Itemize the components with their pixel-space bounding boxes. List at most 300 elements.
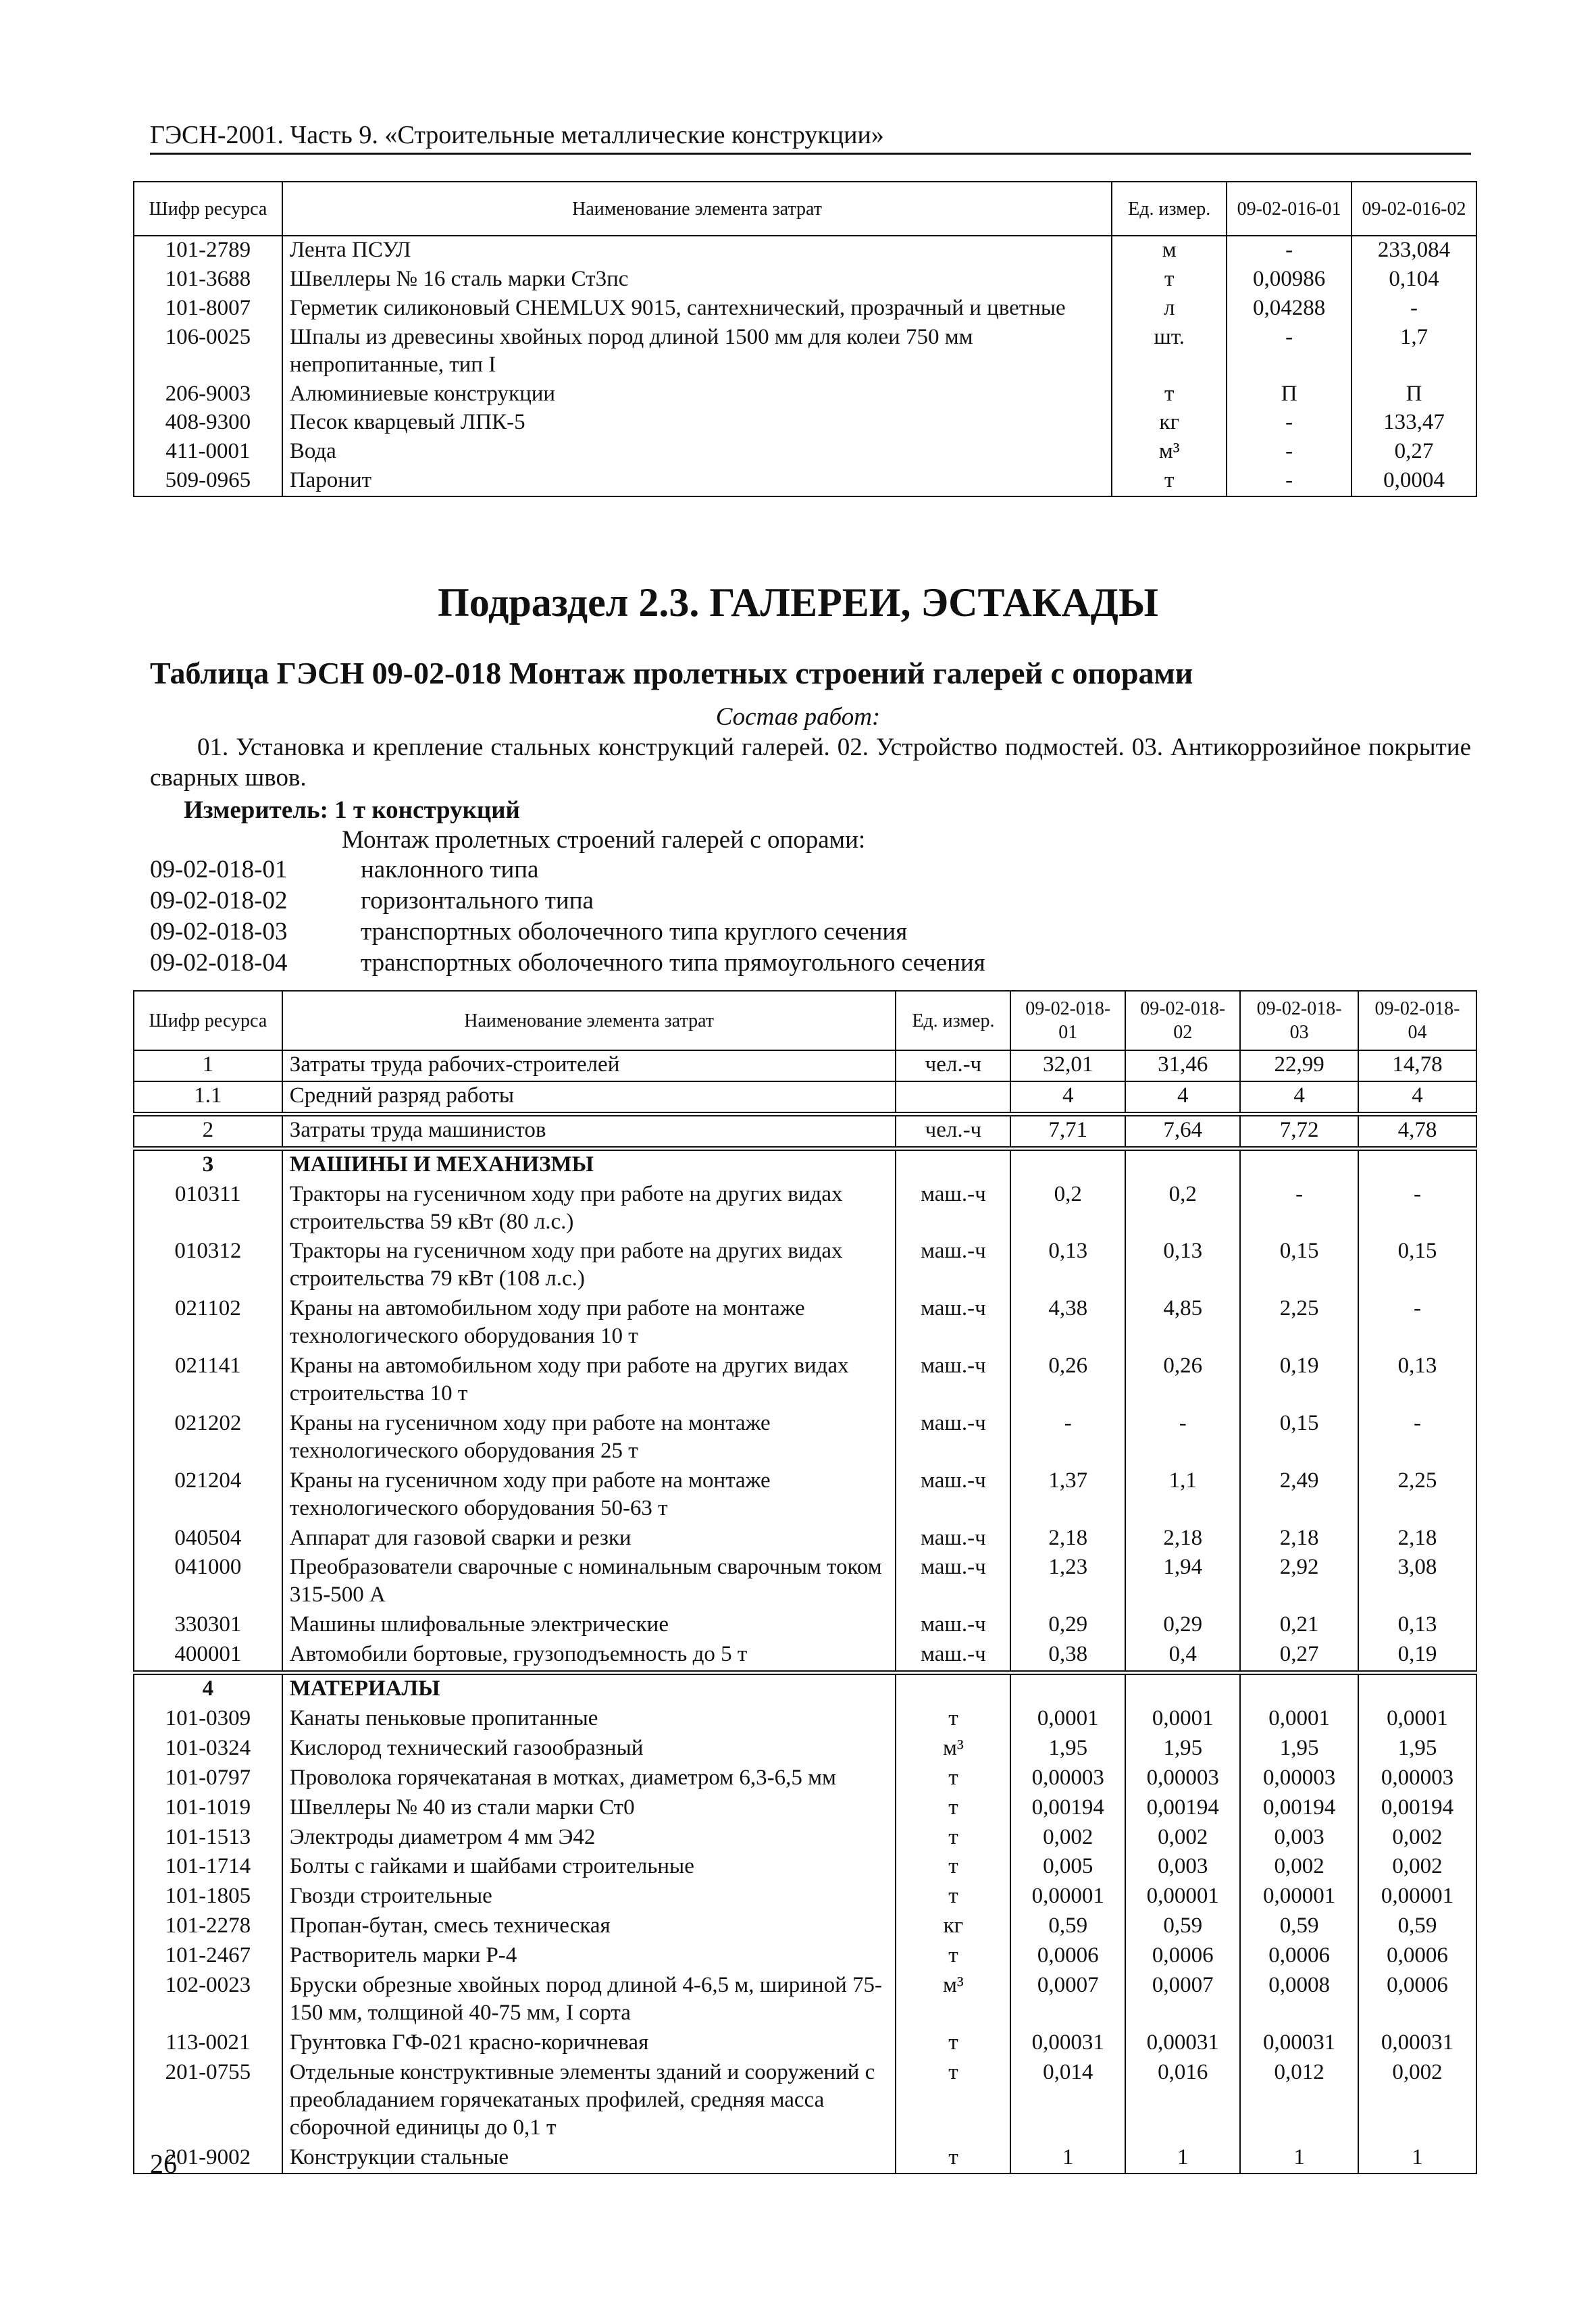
cell-value: 0,0006 bbox=[1358, 1972, 1476, 2029]
cell-name: Грунтовка ГФ-021 красно-коричневая bbox=[282, 2029, 896, 2059]
cell-value: 0,29 bbox=[1010, 1611, 1125, 1641]
cell-value: 0,00001 bbox=[1240, 1882, 1358, 1912]
cell-code: 411-0001 bbox=[134, 438, 282, 467]
resource-table-09-02-016 bbox=[133, 181, 1477, 497]
cell-value: 0,59 bbox=[1125, 1912, 1240, 1942]
cell-code: 201-0755 bbox=[134, 2059, 282, 2144]
table-row bbox=[134, 2144, 1476, 2174]
variants-intro: Монтаж пролетных строений галерей с опорами: bbox=[342, 826, 866, 854]
table-row bbox=[134, 1352, 1476, 1410]
cell-value: 0,15 bbox=[1358, 1237, 1476, 1295]
cell-unit: л bbox=[1112, 294, 1227, 324]
cell-value: 14,78 bbox=[1358, 1050, 1476, 1081]
cell-unit: т bbox=[896, 2029, 1010, 2059]
cell-value: 4 bbox=[1358, 1081, 1476, 1114]
table-row bbox=[134, 1410, 1476, 1467]
cell-value: 0,003 bbox=[1240, 1824, 1358, 1853]
cell-value: 2,25 bbox=[1358, 1467, 1476, 1524]
cell-value: 0,0006 bbox=[1010, 1942, 1125, 1972]
cell-name: Преобразователи сварочные с номинальным сварочным током 315-500 А bbox=[282, 1553, 896, 1611]
table-row bbox=[134, 1148, 1476, 1180]
cell-value: 0,0001 bbox=[1240, 1705, 1358, 1734]
cell-unit: м³ bbox=[896, 1972, 1010, 2029]
cell-value: 2,18 bbox=[1240, 1524, 1358, 1554]
cell-name: Швеллеры № 16 сталь марки Ст3пс bbox=[282, 265, 1112, 294]
table-row bbox=[134, 2029, 1476, 2059]
table-row bbox=[134, 1641, 1476, 1672]
cell-value: 0,00031 bbox=[1125, 2029, 1240, 2059]
cell-value: - bbox=[1358, 1410, 1476, 1467]
cell-value: 22,99 bbox=[1240, 1050, 1358, 1081]
cell-value: 0,00001 bbox=[1358, 1882, 1476, 1912]
cell-code: 041000 bbox=[134, 1553, 282, 1611]
cell-name: Болты с гайками и шайбами строительные bbox=[282, 1853, 896, 1882]
variant-code: 09-02-018-03 bbox=[150, 918, 288, 946]
cell-unit: т bbox=[896, 2144, 1010, 2174]
variant-code: 09-02-018-04 bbox=[150, 949, 288, 977]
cell-value: 0,00194 bbox=[1010, 1794, 1125, 1824]
table-row bbox=[134, 1237, 1476, 1295]
cell-unit: маш.-ч bbox=[896, 1237, 1010, 1295]
cell-value: 0,26 bbox=[1010, 1352, 1125, 1410]
cell-value: 2,18 bbox=[1358, 1524, 1476, 1554]
cell-code: 021202 bbox=[134, 1410, 282, 1467]
cell-unit: т bbox=[896, 1942, 1010, 1972]
cell-name: Автомобили бортовые, грузоподъемность до 5 т bbox=[282, 1641, 896, 1672]
cell-unit: т bbox=[1112, 265, 1227, 294]
cell-unit: т bbox=[1112, 380, 1227, 409]
cell-code: 201-9002 bbox=[134, 2144, 282, 2174]
cell-value: 0,00003 bbox=[1240, 1764, 1358, 1794]
cell-value: 2,18 bbox=[1125, 1524, 1240, 1554]
cell-name: Краны на гусеничном ходу при работе на монтаже технологического оборудования 25 т bbox=[282, 1410, 896, 1467]
header-unit: Ед. измер. bbox=[896, 991, 1010, 1050]
cell-unit: м bbox=[1112, 236, 1227, 265]
cell-value: 0,26 bbox=[1125, 1352, 1240, 1410]
cell-code: 101-0309 bbox=[134, 1705, 282, 1734]
cell-value bbox=[1125, 1673, 1240, 1705]
cell-value: 1,94 bbox=[1125, 1553, 1240, 1611]
cell-value: 1,95 bbox=[1240, 1734, 1358, 1764]
header-name: Наименование элемента затрат bbox=[282, 991, 896, 1050]
cell-code: 400001 bbox=[134, 1641, 282, 1672]
table-title: Таблица ГЭСН 09-02-018 Монтаж пролетных строений галерей с опорами bbox=[150, 656, 1193, 690]
cell-code: 101-1019 bbox=[134, 1794, 282, 1824]
cell-unit: маш.-ч bbox=[896, 1553, 1010, 1611]
variant-text: наклонного типа bbox=[361, 856, 539, 883]
cell-unit: шт. bbox=[1112, 324, 1227, 380]
header-col4: 09-02-018-04 bbox=[1358, 991, 1476, 1050]
cell-name: Проволока горячекатаная в мотках, диаметром 6,3-6,5 мм bbox=[282, 1764, 896, 1794]
cell-unit bbox=[896, 1673, 1010, 1705]
table-row bbox=[134, 1524, 1476, 1554]
cell-code: 101-0324 bbox=[134, 1734, 282, 1764]
cell-code: 101-1805 bbox=[134, 1882, 282, 1912]
cell-code: 021102 bbox=[134, 1295, 282, 1352]
cell-name: Электроды диаметром 4 мм Э42 bbox=[282, 1824, 896, 1853]
cell-value: 1,1 bbox=[1125, 1467, 1240, 1524]
header-col1: 09-02-018-01 bbox=[1010, 991, 1125, 1050]
cell-value: 0,002 bbox=[1010, 1824, 1125, 1853]
cell-value: 0,13 bbox=[1125, 1237, 1240, 1295]
cell-value: 4,38 bbox=[1010, 1295, 1125, 1352]
table-row bbox=[134, 1764, 1476, 1794]
table-row bbox=[134, 1295, 1476, 1352]
cell-name: Аппарат для газовой сварки и резки bbox=[282, 1524, 896, 1554]
cell-name: Тракторы на гусеничном ходу при работе на других видах строительства 79 кВт (108 л.с.) bbox=[282, 1237, 896, 1295]
table-row bbox=[134, 1467, 1476, 1524]
cell-value: 0,59 bbox=[1240, 1912, 1358, 1942]
cell-code: 3 bbox=[134, 1148, 282, 1180]
cell-value: 0,00194 bbox=[1240, 1794, 1358, 1824]
table-row bbox=[134, 438, 1476, 467]
table-row bbox=[134, 1553, 1476, 1611]
cell-value: 0,0006 bbox=[1125, 1942, 1240, 1972]
cell-code: 1.1 bbox=[134, 1081, 282, 1114]
cell-value: 2,92 bbox=[1240, 1553, 1358, 1611]
cell-value bbox=[1358, 1673, 1476, 1705]
cell-value: 1,95 bbox=[1125, 1734, 1240, 1764]
cell-name: Затраты труда рабочих-строителей bbox=[282, 1050, 896, 1081]
cell-code: 101-8007 bbox=[134, 294, 282, 324]
cell-value: 0,00003 bbox=[1010, 1764, 1125, 1794]
cell-value: - bbox=[1227, 236, 1352, 265]
cell-value: 2,18 bbox=[1010, 1524, 1125, 1554]
cell-value: 2,25 bbox=[1240, 1295, 1358, 1352]
cell-value: 4 bbox=[1240, 1081, 1358, 1114]
cell-unit: т bbox=[896, 1794, 1010, 1824]
cell-value: 0,00031 bbox=[1240, 2029, 1358, 2059]
cell-unit: кг bbox=[1112, 409, 1227, 438]
cell-value: 0,19 bbox=[1240, 1352, 1358, 1410]
cell-value: 4 bbox=[1125, 1081, 1240, 1114]
table-header-row bbox=[134, 182, 1476, 236]
cell-name: Затраты труда машинистов bbox=[282, 1114, 896, 1148]
cell-value: 0,0004 bbox=[1352, 467, 1476, 496]
cell-value: - bbox=[1227, 467, 1352, 496]
cell-value: - bbox=[1352, 294, 1476, 324]
table-row bbox=[134, 1882, 1476, 1912]
cell-value: 0,13 bbox=[1010, 1237, 1125, 1295]
cell-value: 0,21 bbox=[1240, 1611, 1358, 1641]
cell-name: Гвозди строительные bbox=[282, 1882, 896, 1912]
cell-value bbox=[1010, 1673, 1125, 1705]
cell-value: 0,00001 bbox=[1010, 1882, 1125, 1912]
variant-text: транспортных оболочечного типа круглого сечения bbox=[361, 918, 908, 946]
cell-value: 0,27 bbox=[1240, 1641, 1358, 1672]
cell-value bbox=[1240, 1673, 1358, 1705]
cell-value: 7,71 bbox=[1010, 1114, 1125, 1148]
cell-code: 010312 bbox=[134, 1237, 282, 1295]
cell-name: Алюминиевые конструкции bbox=[282, 380, 1112, 409]
cell-unit: м³ bbox=[896, 1734, 1010, 1764]
variant-code: 09-02-018-01 bbox=[150, 856, 288, 883]
cell-value: 0,0008 bbox=[1240, 1972, 1358, 2029]
cell-unit: маш.-ч bbox=[896, 1611, 1010, 1641]
cell-name: Тракторы на гусеничном ходу при работе на других видах строительства 59 кВт (80 л.с.) bbox=[282, 1181, 896, 1238]
cell-name: Кислород технический газообразный bbox=[282, 1734, 896, 1764]
cell-unit: кг bbox=[896, 1912, 1010, 1942]
table-row bbox=[134, 2059, 1476, 2144]
header-name: Наименование элемента затрат bbox=[282, 182, 1112, 236]
table-row bbox=[134, 1181, 1476, 1238]
cell-code: 1 bbox=[134, 1050, 282, 1081]
variant-item bbox=[150, 917, 907, 946]
cell-value: - bbox=[1358, 1181, 1476, 1238]
cell-value: - bbox=[1227, 438, 1352, 467]
cell-code: 113-0021 bbox=[134, 2029, 282, 2059]
table-row bbox=[134, 409, 1476, 438]
cell-value: 0,104 bbox=[1352, 265, 1476, 294]
variant-text: транспортных оболочечного типа прямоугольного сечения bbox=[361, 949, 985, 977]
cell-unit: т bbox=[896, 1882, 1010, 1912]
cell-value: П bbox=[1352, 380, 1476, 409]
cell-name: Шпалы из древесины хвойных пород длиной 1500 мм для колеи 750 мм непропитанные, тип I bbox=[282, 324, 1112, 380]
cell-name: Герметик силиконовый CHEMLUX 9015, сантехнический, прозрачный и цветные bbox=[282, 294, 1112, 324]
cell-value: 0,00003 bbox=[1358, 1764, 1476, 1794]
cell-value: 0,00194 bbox=[1358, 1794, 1476, 1824]
cell-unit: маш.-ч bbox=[896, 1181, 1010, 1238]
header-col2: 09-02-018-02 bbox=[1125, 991, 1240, 1050]
cell-value: 0,002 bbox=[1125, 1824, 1240, 1853]
variant-item bbox=[150, 948, 985, 977]
table-row bbox=[134, 467, 1476, 496]
table-row bbox=[134, 1972, 1476, 2029]
cell-value: 31,46 bbox=[1125, 1050, 1240, 1081]
cell-value: 0,002 bbox=[1240, 1853, 1358, 1882]
cell-value: - bbox=[1358, 1295, 1476, 1352]
cell-name: Краны на гусеничном ходу при работе на монтаже технологического оборудования 50-63 т bbox=[282, 1467, 896, 1524]
cell-unit: маш.-ч bbox=[896, 1295, 1010, 1352]
cell-value: 0,29 bbox=[1125, 1611, 1240, 1641]
table-row bbox=[134, 1705, 1476, 1734]
cell-value: 0,13 bbox=[1358, 1352, 1476, 1410]
cell-code: 101-1714 bbox=[134, 1853, 282, 1882]
cell-name: Песок кварцевый ЛПК-5 bbox=[282, 409, 1112, 438]
cell-value: 7,64 bbox=[1125, 1114, 1240, 1148]
cell-value: 0,38 bbox=[1010, 1641, 1125, 1672]
cell-value: 3,08 bbox=[1358, 1553, 1476, 1611]
cell-code: 408-9300 bbox=[134, 409, 282, 438]
table-row bbox=[134, 236, 1476, 265]
cell-value bbox=[1240, 1148, 1358, 1180]
cell-name: Отдельные конструктивные элементы зданий и сооружений с преобладанием горячекатаных профилей, средняя масса сборочной единицы до 0,1 т bbox=[282, 2059, 896, 2144]
cell-value: 0,00194 bbox=[1125, 1794, 1240, 1824]
cell-unit: т bbox=[896, 1764, 1010, 1794]
cell-value: 0,00003 bbox=[1125, 1764, 1240, 1794]
cell-value: 1,37 bbox=[1010, 1467, 1125, 1524]
cell-value: 4 bbox=[1010, 1081, 1125, 1114]
cell-code: 040504 bbox=[134, 1524, 282, 1554]
table-row bbox=[134, 1114, 1476, 1148]
cell-unit: т bbox=[896, 1853, 1010, 1882]
cell-code: 021204 bbox=[134, 1467, 282, 1524]
table-row bbox=[134, 1673, 1476, 1705]
variant-code: 09-02-018-02 bbox=[150, 887, 288, 915]
cell-value: 1,23 bbox=[1010, 1553, 1125, 1611]
table-row bbox=[134, 1912, 1476, 1942]
cell-value: 1 bbox=[1240, 2144, 1358, 2174]
header-col3: 09-02-018-03 bbox=[1240, 991, 1358, 1050]
table-row bbox=[134, 1942, 1476, 1972]
cell-name: Растворитель марки Р-4 bbox=[282, 1942, 896, 1972]
cell-value: 0,13 bbox=[1358, 1611, 1476, 1641]
cell-value: 0,2 bbox=[1125, 1181, 1240, 1238]
cell-value: 0,00031 bbox=[1358, 2029, 1476, 2059]
cell-value: 0,27 bbox=[1352, 438, 1476, 467]
table-row bbox=[134, 294, 1476, 324]
cell-value: 1 bbox=[1125, 2144, 1240, 2174]
cell-code: 330301 bbox=[134, 1611, 282, 1641]
cell-code: 101-2467 bbox=[134, 1942, 282, 1972]
cell-value: - bbox=[1240, 1181, 1358, 1238]
table-row bbox=[134, 380, 1476, 409]
cell-name: Машины шлифовальные электрические bbox=[282, 1611, 896, 1641]
cell-name: Лента ПСУЛ bbox=[282, 236, 1112, 265]
cell-value: 0,0001 bbox=[1125, 1705, 1240, 1734]
cell-unit: т bbox=[896, 1705, 1010, 1734]
cell-value: - bbox=[1227, 324, 1352, 380]
cell-value: 1,95 bbox=[1010, 1734, 1125, 1764]
cell-name: Канаты пеньковые пропитанные bbox=[282, 1705, 896, 1734]
cell-value: 1,95 bbox=[1358, 1734, 1476, 1764]
cell-name: Бруски обрезные хвойных пород длиной 4-6,5 м, шириной 75-150 мм, толщиной 40-75 мм, I сорта bbox=[282, 1972, 896, 2029]
variant-item bbox=[150, 886, 594, 915]
cell-value: 1,7 bbox=[1352, 324, 1476, 380]
cell-value: 0,002 bbox=[1358, 2059, 1476, 2144]
cell-value: 0,15 bbox=[1240, 1237, 1358, 1295]
cell-unit: маш.-ч bbox=[896, 1524, 1010, 1554]
cell-value: 0,016 bbox=[1125, 2059, 1240, 2144]
cell-code: 101-2789 bbox=[134, 236, 282, 265]
header-code: Шифр ресурса bbox=[134, 991, 282, 1050]
cell-value: 0,0001 bbox=[1358, 1705, 1476, 1734]
cell-value: 0,19 bbox=[1358, 1641, 1476, 1672]
cell-name: МАТЕРИАЛЫ bbox=[282, 1673, 896, 1705]
cell-code: 2 bbox=[134, 1114, 282, 1148]
cell-value: 0,15 bbox=[1240, 1410, 1358, 1467]
cell-unit: м³ bbox=[1112, 438, 1227, 467]
cell-name: Краны на автомобильном ходу при работе на других видах строительства 10 т bbox=[282, 1352, 896, 1410]
cell-unit: маш.-ч bbox=[896, 1410, 1010, 1467]
cell-value: 1 bbox=[1358, 2144, 1476, 2174]
cell-unit bbox=[896, 1148, 1010, 1180]
table-row bbox=[134, 1050, 1476, 1081]
cell-unit: маш.-ч bbox=[896, 1641, 1010, 1672]
cell-value: 0,0006 bbox=[1240, 1942, 1358, 1972]
cell-value: 0,59 bbox=[1010, 1912, 1125, 1942]
cell-value: 0,014 bbox=[1010, 2059, 1125, 2144]
cell-value: 0,0001 bbox=[1010, 1705, 1125, 1734]
work-composition-text: 01. Установка и крепление стальных конструкций галерей. 02. Устройство подмостей. 03. Антикоррозийное покрытие сварных швов. bbox=[150, 734, 1471, 792]
cell-value: 0,0007 bbox=[1125, 1972, 1240, 2029]
cell-value: 7,72 bbox=[1240, 1114, 1358, 1148]
cell-code: 101-3688 bbox=[134, 265, 282, 294]
cell-code: 106-0025 bbox=[134, 324, 282, 380]
cell-value: 1 bbox=[1010, 2144, 1125, 2174]
resource-table-09-02-018 bbox=[133, 990, 1477, 2174]
cell-name: Швеллеры № 40 из стали марки Ст0 bbox=[282, 1794, 896, 1824]
header-col2: 09-02-016-02 bbox=[1352, 182, 1476, 236]
cell-code: 101-0797 bbox=[134, 1764, 282, 1794]
table-row bbox=[134, 1794, 1476, 1824]
cell-value bbox=[1010, 1148, 1125, 1180]
cell-code: 206-9003 bbox=[134, 380, 282, 409]
table-row bbox=[134, 265, 1476, 294]
cell-value: 32,01 bbox=[1010, 1050, 1125, 1081]
header-code: Шифр ресурса bbox=[134, 182, 282, 236]
variant-item bbox=[150, 855, 538, 884]
cell-unit bbox=[896, 1081, 1010, 1114]
cell-value bbox=[1358, 1148, 1476, 1180]
cell-value bbox=[1125, 1148, 1240, 1180]
cell-value: 0,002 bbox=[1358, 1853, 1476, 1882]
table-row bbox=[134, 1824, 1476, 1853]
cell-code: 021141 bbox=[134, 1352, 282, 1410]
cell-value: 133,47 bbox=[1352, 409, 1476, 438]
meter: Измеритель: 1 т конструкций bbox=[184, 796, 520, 824]
cell-unit: маш.-ч bbox=[896, 1467, 1010, 1524]
cell-name: Конструкции стальные bbox=[282, 2144, 896, 2174]
cell-value: 0,00001 bbox=[1125, 1882, 1240, 1912]
cell-value: - bbox=[1010, 1410, 1125, 1467]
cell-value: П bbox=[1227, 380, 1352, 409]
cell-value: 0,012 bbox=[1240, 2059, 1358, 2144]
cell-code: 102-0023 bbox=[134, 1972, 282, 2029]
cell-unit: т bbox=[1112, 467, 1227, 496]
table-row bbox=[134, 324, 1476, 380]
cell-unit: т bbox=[896, 1824, 1010, 1853]
cell-unit: чел.-ч bbox=[896, 1114, 1010, 1148]
cell-name: Средний разряд работы bbox=[282, 1081, 896, 1114]
cell-value: 2,49 bbox=[1240, 1467, 1358, 1524]
table-row bbox=[134, 1734, 1476, 1764]
table-header-row bbox=[134, 991, 1476, 1050]
cell-unit: маш.-ч bbox=[896, 1352, 1010, 1410]
cell-value: 233,084 bbox=[1352, 236, 1476, 265]
variant-text: горизонтального типа bbox=[361, 887, 594, 915]
cell-code: 509-0965 bbox=[134, 467, 282, 496]
cell-value: - bbox=[1227, 409, 1352, 438]
page-header: ГЭСН-2001. Часть 9. «Строительные металлические конструкции» bbox=[150, 120, 1471, 155]
cell-name: Краны на автомобильном ходу при работе на монтаже технологического оборудования 10 т bbox=[282, 1295, 896, 1352]
page-number: 26 bbox=[150, 2149, 177, 2179]
cell-value: 0,005 bbox=[1010, 1853, 1125, 1882]
cell-unit: т bbox=[896, 2059, 1010, 2144]
cell-code: 010311 bbox=[134, 1181, 282, 1238]
cell-value: 0,0007 bbox=[1010, 1972, 1125, 2029]
cell-value: 0,00031 bbox=[1010, 2029, 1125, 2059]
header-unit: Ед. измер. bbox=[1112, 182, 1227, 236]
cell-value: 0,4 bbox=[1125, 1641, 1240, 1672]
table-row bbox=[134, 1853, 1476, 1882]
cell-value: 0,003 bbox=[1125, 1853, 1240, 1882]
cell-name: МАШИНЫ И МЕХАНИЗМЫ bbox=[282, 1148, 896, 1180]
cell-value: 4,78 bbox=[1358, 1114, 1476, 1148]
cell-name: Пропан-бутан, смесь техническая bbox=[282, 1912, 896, 1942]
cell-value: 0,59 bbox=[1358, 1912, 1476, 1942]
cell-unit: чел.-ч bbox=[896, 1050, 1010, 1081]
work-composition-heading: Состав работ: bbox=[715, 703, 881, 731]
cell-name: Вода bbox=[282, 438, 1112, 467]
header-col1: 09-02-016-01 bbox=[1227, 182, 1352, 236]
cell-value: 0,00986 bbox=[1227, 265, 1352, 294]
cell-code: 101-1513 bbox=[134, 1824, 282, 1853]
cell-value: 4,85 bbox=[1125, 1295, 1240, 1352]
cell-code: 101-2278 bbox=[134, 1912, 282, 1942]
table-row bbox=[134, 1081, 1476, 1114]
cell-value: 0,04288 bbox=[1227, 294, 1352, 324]
